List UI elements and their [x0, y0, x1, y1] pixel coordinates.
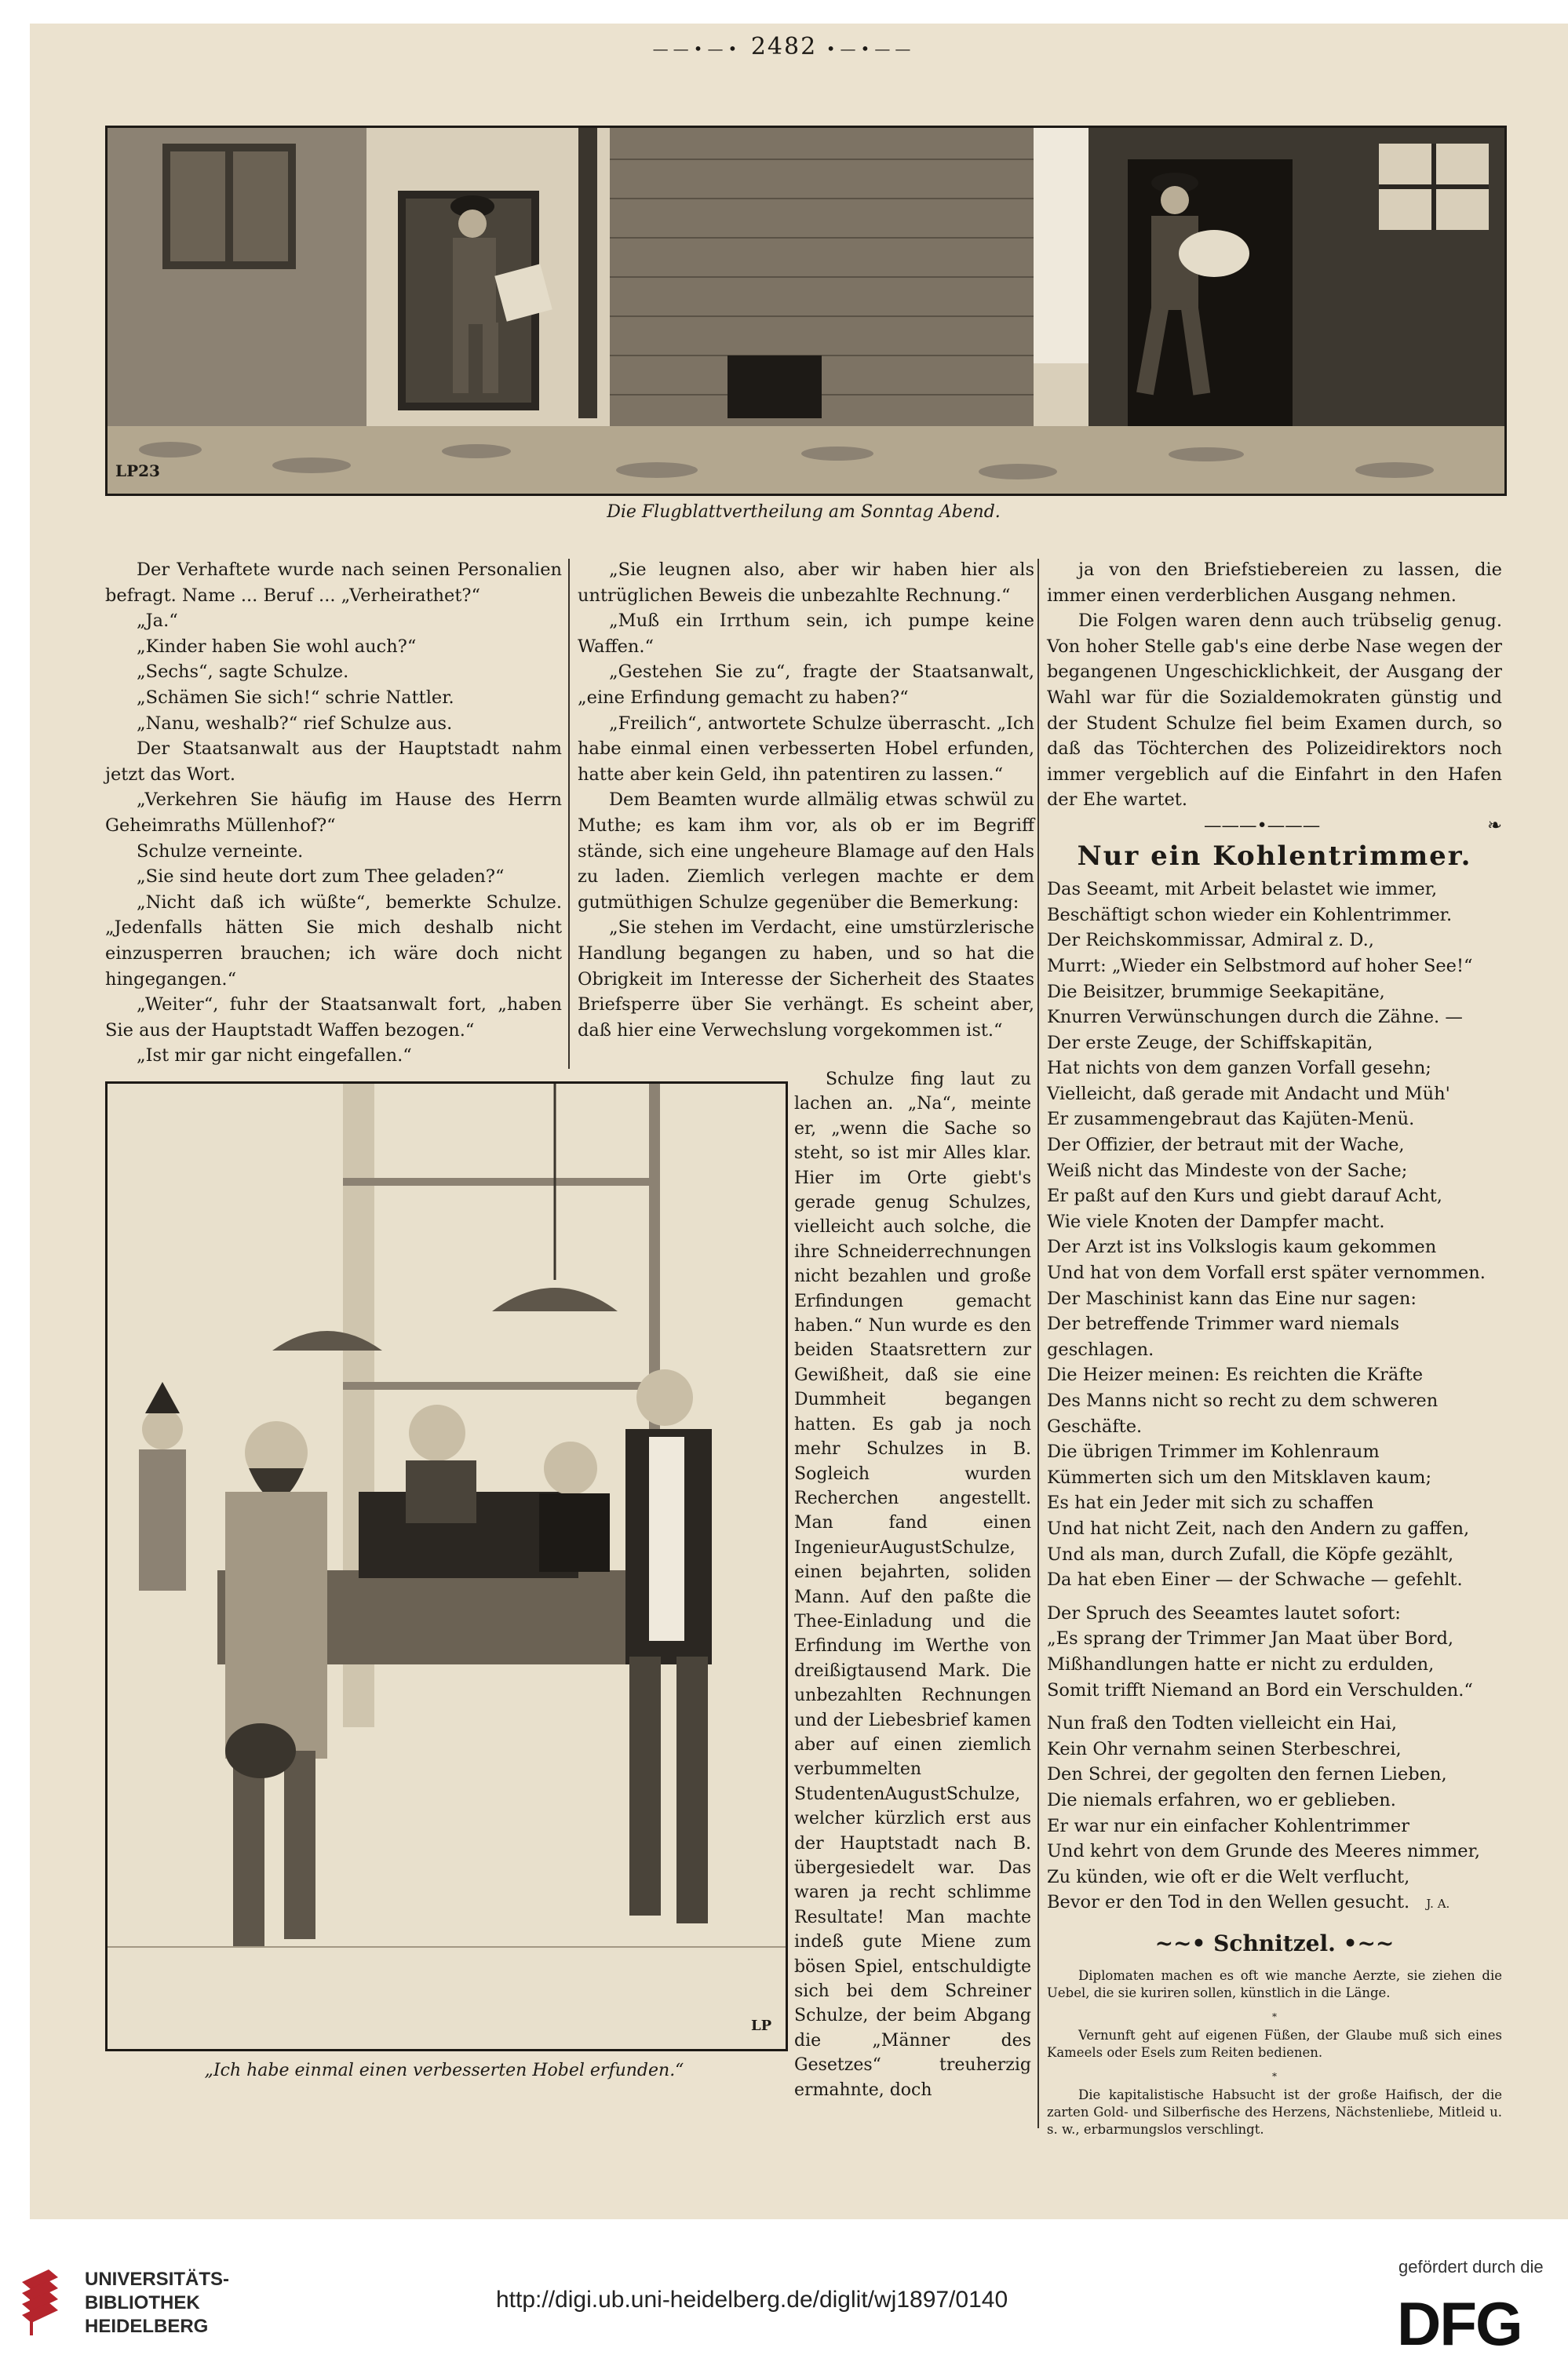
paragraph: „Muß ein Irrthum sein, ich pumpe keine Waffen.“ [578, 611, 1034, 657]
ornament-left: ——•—• [652, 39, 742, 58]
signature-mark: ❧ [1487, 815, 1502, 836]
poem-line: Da hat eben Einer — der Schwache — gefehlt. [1047, 1569, 1463, 1591]
narrow-paragraph: Schulze fing laut zu lachen an. „Na“, meinte er, „wenn die Sache so steht, so ist mir Alles klar. Hier im Orte giebt's gerade genug Schulzes, vielleicht auch solche, die ihre Schneiderrechnungen nicht bezahlen und große Erfindungen gemacht haben.“ Nun wurde es den beiden Staatsrettern zur Gewißheit, daß sie eine Dummheit begangen hatten. Es gab ja noch mehr Schulzes in B. Sogleich wurden Recherchen angestellt. Man fand einen IngenieurAugustSchulze, einen bejahrten, soliden Mann. Auf den paßte die Thee-Einladung und die Erfindung im Werthe von dreißigtausend Mark. Die unbezahlten Rechnungen und der Liebesbrief kamen aber auf einen ziemlich verbummelten StudentenAugustSchulze, welcher kürzlich erst aus der Hauptstadt nach B. übergesiedelt war. Das waren ja recht schlimme Resultate! Man machte indeß gute Miene zum bösen Spiel, entschuldigte sich bei dem Schreiner Schulze, der beim Abgang die „Männer des Gesetzes“ treuherzig ermahnte, doch [794, 1070, 1031, 2100]
aphorism: Vernunft geht auf eigenen Füßen, der Glaube muß sich eines Kameels oder Esels zum Reiten bedienen. [1047, 2028, 1502, 2061]
poem-line: Den Schrei, der gegolten den fernen Lieben, [1047, 1764, 1447, 1785]
poem-line: Vielleicht, daß gerade mit Andacht und Müh' [1047, 1083, 1450, 1104]
poem-line: Der erste Zeuge, der Schiffskapitän, [1047, 1032, 1373, 1053]
poem-last-line: Bevor er den Tod in den Wellen gesucht. J. A. [1047, 1892, 1450, 1913]
university-logo-icon [17, 2266, 66, 2339]
poem-line: Beschäftigt schon wieder ein Kohlentrimmer. [1047, 904, 1453, 925]
paragraph: „Gestehen Sie zu“, fragte der Staatsanwalt, „eine Erfindung gemacht zu haben?“ [578, 662, 1034, 708]
paragraph: „Weiter“, fuhr der Staatsanwalt fort, „haben Sie aus der Hauptstadt Waffen bezogen.“ [105, 994, 562, 1041]
street-scene-drawing [108, 128, 1504, 494]
top-illustration-monogram: LP23 [115, 461, 160, 480]
poem-line: Des Manns nicht so recht zu dem schweren Geschäfte. [1047, 1391, 1439, 1437]
poem-line: Mißhandlungen hatte er nicht zu erdulden, [1047, 1653, 1435, 1675]
poem-line: Der Arzt ist ins Volkslogis kaum gekommen [1047, 1237, 1437, 1258]
paragraph: Schulze verneinte. [137, 840, 304, 862]
column-3 [1047, 557, 1502, 2145]
prose-end-row [1047, 813, 1502, 839]
poem-line: Hat nichts von dem ganzen Vorfall gesehn; [1047, 1058, 1431, 1079]
poem-line: Die niemals erfahren, wo er geblieben. [1047, 1789, 1396, 1810]
poem-line: Der betreffende Trimmer ward niemals geschlagen. [1047, 1314, 1400, 1360]
poem-line: Wie viele Knoten der Dampfer macht. [1047, 1211, 1385, 1232]
paragraph: „Ja.“ [137, 611, 178, 632]
item-separator: * [1272, 2011, 1277, 2023]
court-illustration-caption: „Ich habe einmal einen verbesserten Hobel erfunden.“ [204, 2061, 684, 2080]
digitization-footer [0, 2229, 1568, 2366]
poem-line: Der Offizier, der betraut mit der Wache, [1047, 1135, 1405, 1156]
poem-line: Das Seeamt, mit Arbeit belastet wie immer, [1047, 879, 1438, 900]
poem-line: Zu künden, wie oft er die Welt verflucht, [1047, 1866, 1410, 1887]
divider-ornament: ———•——— [1204, 815, 1321, 836]
poem-line: Und hat von dem Vorfall erst später vernommen. [1047, 1263, 1486, 1284]
paragraph: Der Staatsanwalt aus der Hauptstadt nahm jetzt das Wort. [105, 738, 562, 785]
poem-line: „Es sprang der Trimmer Jan Maat über Bord, [1047, 1628, 1454, 1650]
paragraph: „Sie leugnen also, aber wir haben hier als untrüglichen Beweis die unbezahlte Rechnung.“ [578, 560, 1034, 606]
poem-line: Die Beisitzer, brummige Seekapitäne, [1047, 981, 1385, 1002]
schnitzel-title: ~~• Schnitzel. •~~ [1154, 1930, 1395, 1956]
funded-by-label: gefördert durch die [1398, 2257, 1544, 2277]
column-1-text [105, 557, 562, 1069]
poem-line: Der Reichskommissar, Admiral z. D., [1047, 930, 1374, 951]
paragraph: ja von den Briefstiebereien zu lassen, die immer einen verderblichen Ausgang nehmen. [1047, 560, 1502, 606]
ornament-right: •—•—— [826, 39, 916, 58]
paragraph: „Nanu, weshalb?“ rief Schulze aus. [137, 713, 453, 734]
column-rule-1 [568, 559, 570, 1069]
paragraph: „Nicht daß ich wüßte“, bemerkte Schulze. „Jedenfalls hätten Sie mich deshalb nicht einzusperren brauchen; ich wäre doch nicht hingegangen.“ [105, 891, 562, 990]
paragraph: „Sechs“, sagte Schulze. [137, 662, 349, 683]
poem-stanza-3 [1047, 1711, 1502, 1890]
paragraph: „Sie sind heute dort zum Thee geladen?“ [137, 866, 505, 888]
item-separator: * [1272, 2071, 1277, 2083]
poem-line: Der Spruch des Seeamtes lautet sofort: [1047, 1602, 1401, 1624]
poem-stanza-1 [1047, 877, 1502, 1593]
ornament-left: ~~• [1154, 1930, 1206, 1956]
institution-name: UNIVERSITÄTS- BIBLIOTHEK HEIDELBERG [85, 2269, 230, 2337]
paragraph: „Ist mir gar nicht eingefallen.“ [137, 1045, 412, 1066]
top-illustration-caption: Die Flugblattvertheilung am Sonntag Abend. [607, 502, 1001, 522]
poem-line: Und hat nicht Zeit, nach den Andern zu gaffen, [1047, 1518, 1470, 1539]
aphorism: Die kapitalistische Habsucht ist der große Haifisch, der die zarten Gold- und Silberfische des Herzens, Nächstenliebe, Mitleid u. s. w., erbarmungslos verschlingt. [1047, 2087, 1502, 2138]
poem-line: Die Heizer meinen: Es reichten die Kräfte [1047, 1365, 1424, 1386]
column-2-narrow-text [794, 1067, 1031, 2102]
paragraph: „Sie stehen im Verdacht, eine umstürzlerische Handlung begangen zu haben, und so hat die Obrigkeit im Interesse der Sicherheit des Staates Briefsperre über Sie verhängt. Es scheint aber, daß hier eine Verwechslung vorgekommen ist.“ [578, 917, 1034, 1041]
poem-line: Er war nur ein einfacher Kohlentrimmer [1047, 1815, 1409, 1836]
paragraph: Die Folgen waren denn auch trübselig genug. Von hoher Stelle gab's eine derbe Nase wegen der begangenen Ungeschicklichkeit, der Ausgang der Wahl war für die Sozialdemokraten günstig und der Student Schulze fiel beim Examen durch, so daß das Töchterchen des Polizeidirektors noch immer vergeblich auf die Einfahrt in den Hafen der Ehe wartet. [1047, 611, 1502, 811]
top-illustration [105, 126, 1507, 496]
poem-line: Es hat ein Jeder mit sich zu schaffen [1047, 1493, 1374, 1514]
poem-line: Kümmerten sich um den Mitsklaven kaum; [1047, 1467, 1432, 1488]
poem-line: Somit trifft Niemand an Bord ein Verschulden.“ [1047, 1679, 1473, 1701]
schnitzel-items [1047, 1967, 1502, 2138]
aphorism: Diplomaten machen es oft wie manche Aerzte, sie ziehen die Uebel, die sie kuriren sollen, künstlich in die Länge. [1047, 1968, 1502, 2001]
poem-line: Der Maschinist kann das Eine nur sagen: [1047, 1288, 1417, 1309]
paragraph: „Verkehren Sie häufig im Hause des Herrn Geheimraths Müllenhof?“ [105, 789, 562, 836]
column-2-text [578, 557, 1034, 1043]
poem-line: Und kehrt von dem Grunde des Meeres nimmer, [1047, 1841, 1481, 1862]
permalink[interactable]: http://digi.ub.uni-heidelberg.de/diglit/wj1897/0140 [496, 2287, 1008, 2313]
column-3-prose [1047, 557, 1502, 813]
page-number: ——•—• 2482 •—•—— [652, 33, 916, 60]
paragraph: Dem Beamten wurde allmälig etwas schwül zu Muthe; es kam ihm vor, als ob er im Begriff stände, sich eine ungeheure Blamage auf den Hals zu laden. Ziemlich verlegen machte er dem gutmüthigen Schulze gegenüber die Bemerkung: [578, 789, 1034, 913]
paragraph: „Kinder haben Sie wohl auch?“ [137, 636, 417, 657]
poem-line: Er zusammengebraut das Kajüten-Menü. [1047, 1109, 1415, 1130]
poem-line: Nun fraß den Todten vielleicht ein Hai, [1047, 1713, 1398, 1734]
poem-line: Kein Ohr vernahm seinen Sterbeschrei, [1047, 1738, 1402, 1759]
poem-line: Die übrigen Trimmer im Kohlenraum [1047, 1442, 1380, 1463]
poem-line: Knurren Verwünschungen durch die Zähne. — [1047, 1007, 1463, 1028]
ornament-right: •~~ [1343, 1930, 1395, 1956]
poem-stanza-2 [1047, 1601, 1502, 1703]
poem-signature: J. A. [1426, 1897, 1450, 1912]
poem-line: Murrt: „Wieder ein Selbstmord auf hoher See!“ [1047, 955, 1473, 976]
paragraph: „Freilich“, antwortete Schulze überrascht. „Ich habe einmal einen verbesserten Hobel erfunden, hatte aber kein Geld, ihn patentiren zu lassen.“ [578, 713, 1034, 785]
poem-title: Nur ein Kohlentrimmer. [1077, 840, 1472, 872]
court-illustration [105, 1081, 788, 2051]
column-rule-2 [1037, 559, 1039, 2128]
paragraph: Der Verhaftete wurde nach seinen Personalien befragt. Name ... Beruf ... „Verheirathet?“ [105, 560, 562, 606]
poem-line: Und als man, durch Zufall, die Köpfe gezählt, [1047, 1544, 1454, 1565]
court-illustration-monogram: LP [751, 2018, 772, 2034]
poem-line: Weiß nicht das Mindeste von der Sache; [1047, 1160, 1408, 1181]
office-interrogation-drawing [108, 1084, 786, 2049]
poem-line: Er paßt auf den Kurs und giebt darauf Acht, [1047, 1186, 1442, 1207]
dfg-logo: DFG [1397, 2289, 1522, 2358]
paragraph: „Schämen Sie sich!“ schrie Nattler. [137, 687, 454, 708]
